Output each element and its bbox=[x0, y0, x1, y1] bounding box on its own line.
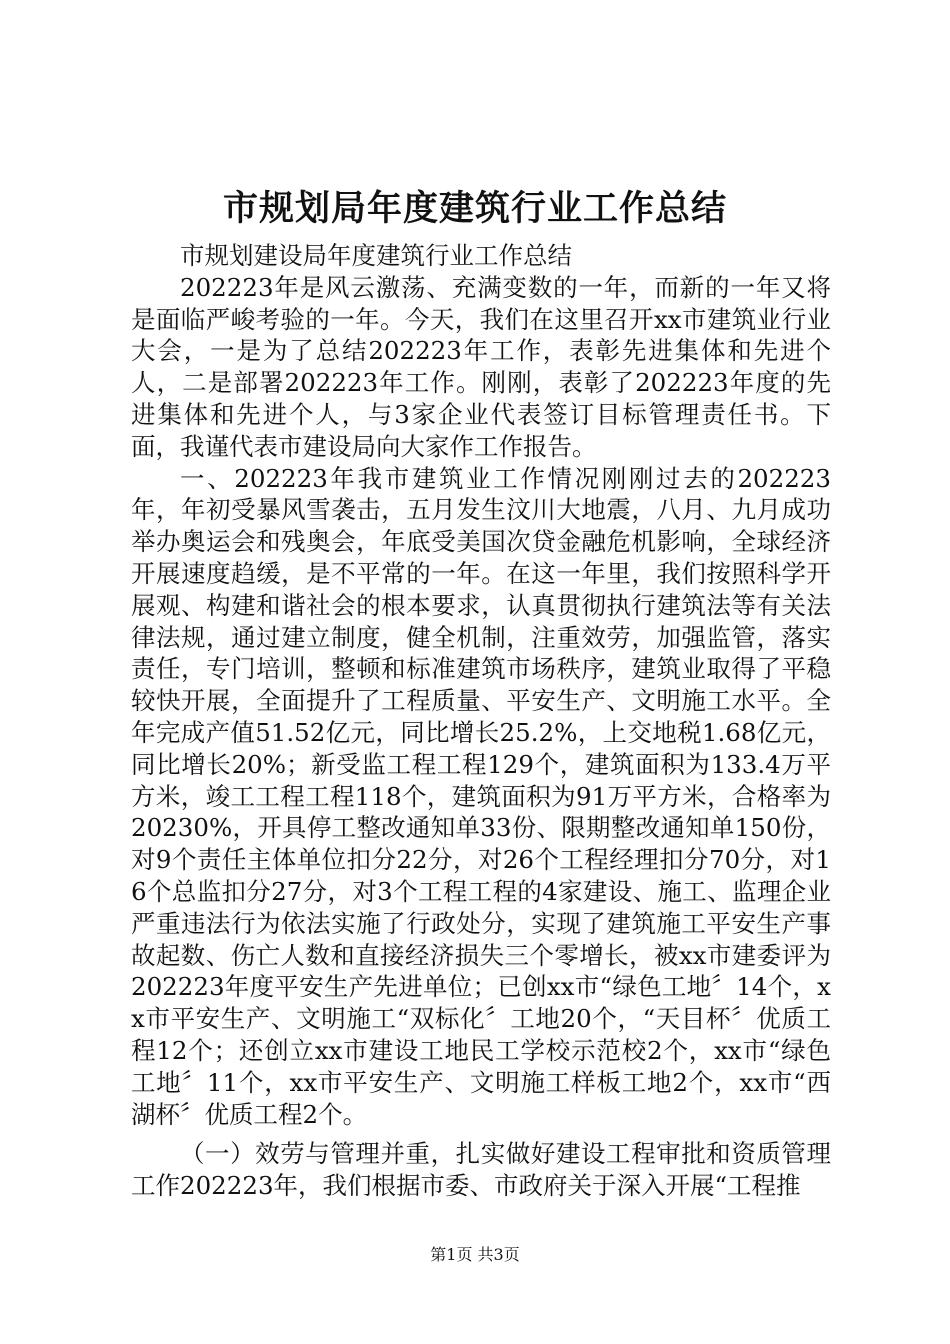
subsection-one-paragraph: （一）效劳与管理并重，扎实做好建设工程审批和资质管理工作202223年，我们根据市委、市政府关于深入开展“工程推 bbox=[131, 1139, 831, 1201]
intro-paragraph: 202223年是风云激荡、充满变数的一年，而新的一年又将是面临严峻考验的一年。今天，我们在这里召开xx市建筑业行业大会，一是为了总结202223年工作，表彰先进集体和先进个人，二是部署202223年工作。刚刚，表彰了202223年度的先进集体和先进个人，与3家企业代表签订目标管理责任书。下面，我谨代表市建设局向大家作工作报告。 bbox=[131, 272, 831, 461]
page-number-footer: 第1页 共3页 bbox=[430, 1245, 520, 1264]
document-body bbox=[131, 240, 831, 1202]
section-one-paragraph: 一、202223年我市建筑业工作情况刚刚过去的202223年，年初受暴风雪袭击，五月发生汶川大地震，八月、九月成功举办奥运会和残奥会，年底受美国次贷金融危机影响，全球经济开展速度趋缓，是不平常的一年。在这一年里，我们按照科学开展观、构建和谐社会的根本要求，认真贯彻执行建筑法等有关法律法规，通过建立制度，健全机制，注重效劳，加强监管，落实责任，专门培训，整顿和标准建筑市场秩序，建筑业取得了平稳较快开展，全面提升了工程质量、平安生产、文明施工水平。全年完成产值51.52亿元，同比增长25.2%，上交地税1.68亿元，同比增长20%；新受监工程工程129个，建筑面积为133.4万平方米，竣工工程工程118个，建筑面积为91万平方米，合格率为20230%，开具停工整改通知单33份、限期整改通知单150份，对9个责任主体单位扣分22分，对26个工程经理扣分70分，对16个总监扣分27分，对3个工程工程的4家建设、施工、监理企业严重违法行为依法实施了行政处分，实现了建筑施工平安生产事故起数、伤亡人数和直接经济损失三个零增长，被xx市建委评为202223年度平安生产先进单位；已创xx市“绿色工地〞14个，xx市平安生产、文明施工“双标化〞工地20个，“天目杯〞优质工程12个；还创立xx市建设工地民工学校示范校2个，xx市“绿色工地〞11个，xx市平安生产、文明施工样板工地2个，xx市“西湖杯〞优质工程2个。 bbox=[131, 463, 831, 1129]
page-title: 市规划局年度建筑行业工作总结 bbox=[222, 188, 727, 229]
subtitle-paragraph: 市规划建设局年度建筑行业工作总结 bbox=[180, 241, 572, 270]
